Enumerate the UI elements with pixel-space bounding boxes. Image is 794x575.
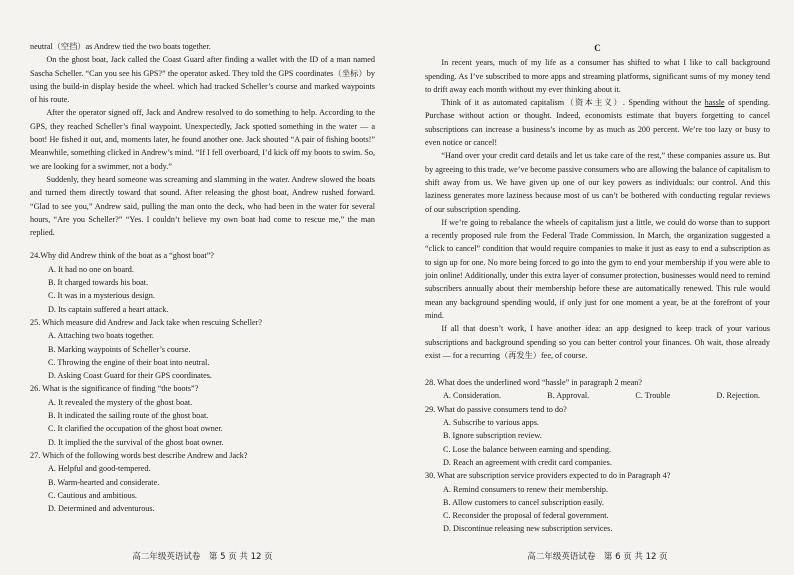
- question-stem: 28. What does the underlined word “hassle” in paragraph 2 mean?: [425, 378, 642, 388]
- passage-c-paragraph: If all that doesn’t work, I have another idea: an app designed to keep track of your various subscriptions and background spending so you can better control your finances. Oh wait, those already exist — for a recurring（再发生）fee, of course.: [425, 324, 770, 360]
- question-29: [425, 403, 770, 469]
- option-c: C. It clarified the occupation of the ghost boat owner.: [48, 424, 223, 434]
- option-c: C. Reconsider the proposal of federal government.: [443, 511, 609, 521]
- option-a: A. Consideration.: [443, 391, 501, 401]
- passage-b-continuation: neutral（空挡）as Andrew tied the two boats together.: [30, 42, 211, 51]
- right-page: [425, 0, 770, 575]
- passage-c-paragraph: In recent years, much of my life as a consumer has shifted to what I like to call background spending. As I’ve subscribed to more apps and streaming platforms, significant sums of my money tend to drift away each month without my ever thinking about it.: [425, 58, 770, 94]
- passage-b-paragraph: Suddenly, they heard someone was screaming and slamming in the water. Andrew slowed the boats and turned them directly toward that sound. After releasing the ghost boat, Andrew rushed forward. “Glad to see you,” Andrew said, pulling the man onto the deck, who had been in the water for several hours, “Are you Scheller?” “Yes. I couldn’t believe my own boat had come to rescue me,” the man replied.: [30, 174, 375, 238]
- option-c: C. Lose the balance between earning and spending.: [443, 444, 612, 454]
- question-stem: 25. Which measure did Andrew and Jack take when rescuing Scheller?: [30, 317, 262, 327]
- option-d: D. Rejection.: [716, 391, 760, 401]
- section-title: C: [594, 43, 601, 53]
- option-a: A. Remind consumers to renew their membership.: [443, 484, 609, 494]
- option-c: C. Cautious and ambitious.: [48, 490, 137, 500]
- option-a: A. It had no one on board.: [48, 264, 134, 274]
- option-b: B. It charged towards his boat.: [48, 278, 149, 288]
- page-footer-right: 高二年级英语试卷 第 6 页 共 12 页: [527, 552, 668, 562]
- underlined-word: hassle: [704, 98, 725, 108]
- option-a: A. Attaching two boats together.: [48, 331, 154, 341]
- option-b: B. Allow customers to cancel subscription easily.: [443, 497, 604, 507]
- page-footer-left: 高二年级英语试卷 第 5 页 共 12 页: [132, 552, 273, 562]
- question-stem: 29. What do passive consumers tend to do?: [425, 404, 567, 414]
- passage-c-paragraph: “Hand over your credit card details and let us take care of the rest,” these companies assure us. But by agreeing to this trade, we’ve become passive consumers who are allowing the balance of capitalism to shift away from us. We have given up one of our key powers as individuals: our control. And this laziness generates more laziness because most of us can’t be bothered with conducting regular reviews of our subscription spending.: [425, 151, 770, 214]
- option-b: B. Ignore subscription review.: [443, 431, 542, 441]
- option-b: B. Warm-hearted and considerate.: [48, 477, 160, 487]
- option-a: A. It revealed the mystery of the ghost boat.: [48, 397, 193, 407]
- question-30: [425, 469, 770, 535]
- option-b: B. Approval.: [547, 391, 590, 401]
- passage-b-paragraph: After the operator signed off, Jack and Andrew resolved to do something to help. According to the GPS, they reached Scheller’s final waypoint. Unexpectedly, Jack spotted something in the water — a boot! He fished it out, and, moments later, he found another one. Jack shouted “A pair of fishing boots!” Meanwhile, something clicked in Andrew’s mind. “If I fell overboard, I’d kick off my boots to swim. So, we are looking for a swimmer, not a body.”: [30, 108, 375, 171]
- option-d: D. Determined and adventurous.: [48, 504, 155, 514]
- option-c: C. Throwing the engine of their boat into neutral.: [48, 357, 210, 367]
- question-28: [425, 376, 770, 403]
- question-stem: 30. What are subscription service providers expected to do in Paragraph 4?: [425, 471, 671, 481]
- question-stem: 24.Why did Andrew think of the boat as a “ghost boat”?: [30, 251, 214, 261]
- question-26: [30, 382, 375, 448]
- question-25: [30, 316, 375, 382]
- option-a: A. Helpful and good-tempered.: [48, 464, 151, 474]
- paragraph-text: Think of it as automated capitalism（资本主义）. Spending without the: [441, 98, 705, 108]
- option-d: D. Reach an agreement with credit card companies.: [443, 457, 612, 467]
- passage-c-paragraph: [425, 96, 770, 149]
- question-stem: 27. Which of the following words best describe Andrew and Jack?: [30, 450, 248, 460]
- option-a: A. Subscribe to various apps.: [443, 418, 539, 428]
- question-stem: 26. What is the significance of finding “the boots”?: [30, 384, 199, 394]
- option-d: D. Asking Coast Guard for their GPS coordinates.: [48, 371, 212, 381]
- passage-c-paragraph: If we’re going to rebalance the wheels of capitalism just a little, we could do worse than to support a recently proposed rule from the Federal Trade Commission. In March, the organization suggested a “click to cancel” condition that would require companies to make it just as easy to end a subscription as to sign up for one. No more being forced to go into the gym to end your membership if you were able to join online! Additionally, under this extra layer of consumer protection, businesses would need to remind subscribers annually about their membership before these are automatically renewed. This rule would mean any background spending would, if only just for one moment a year, be at the forefront of your mind.: [425, 217, 770, 320]
- left-page: [30, 0, 375, 575]
- option-b: B. Marking waypoints of Scheller’s course.: [48, 344, 191, 354]
- question-27: [30, 449, 375, 515]
- option-d: D. Discontinue releasing new subscription services.: [443, 524, 613, 534]
- option-d: D. It implied the the survival of the ghost boat owner.: [48, 437, 224, 447]
- option-d: D. Its captain suffered a heart attack.: [48, 304, 169, 314]
- paragraph-text: of spending. Purchase without action or thought. Indeed, economists estimate that buyers forgetting to cancel subscriptions can increase a business’s income by as much as 200 percent. We’re too lazy or busy to even notice or cancel!: [425, 98, 770, 148]
- passage-b-paragraph: On the ghost boat, Jack called the Coast Guard after finding a wallet with the ID of a man named Sascha Scheller. “Can you see his GPS?” the operator asked. They told the GPS coordinates（坐标）by using the build-in display beside the wheel. which had tracked Scheller’s course and marked waypoints of his route.: [30, 55, 375, 105]
- option-c: C. Trouble: [635, 391, 671, 401]
- question-24: [30, 249, 375, 315]
- option-c: C. It was in a mysterious design.: [48, 291, 155, 301]
- options-row: [425, 389, 770, 402]
- option-b: B. It indicated the sailing route of the ghost boat.: [48, 411, 209, 421]
